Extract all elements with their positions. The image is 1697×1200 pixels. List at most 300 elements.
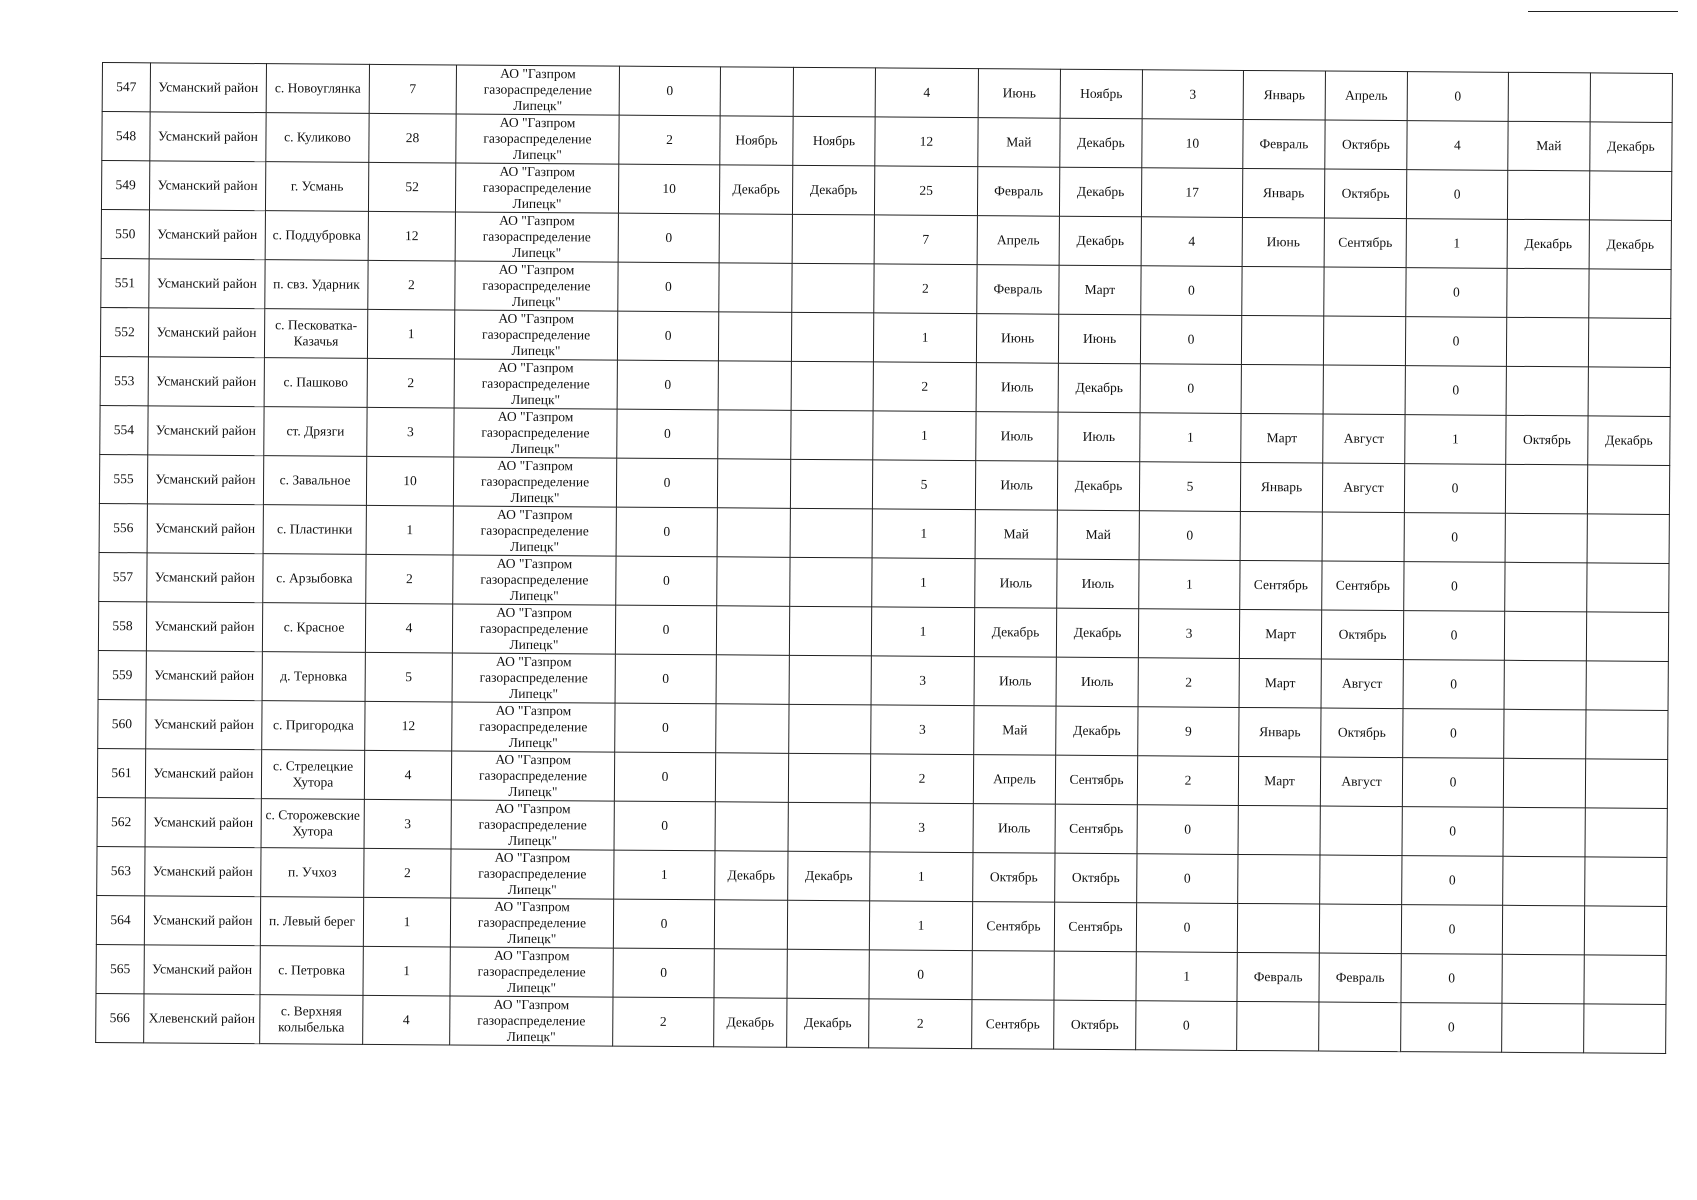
stage2-count-cell: 2: [874, 264, 977, 314]
total-count-cell: 4: [363, 995, 450, 1045]
stage3-count-cell: 17: [1141, 168, 1242, 218]
stage1-count-cell: 0: [618, 262, 719, 312]
stage4-count-cell: 0: [1403, 611, 1504, 661]
stage3-start-month-cell: Март: [1239, 658, 1321, 708]
organization-cell: АО "Газпром газораспределение Липецк": [452, 702, 615, 752]
stage2-start-month-cell: Июль: [976, 412, 1058, 462]
locality-cell: с. Красное: [262, 603, 365, 653]
organization-cell: АО "Газпром газораспределение Липецк": [456, 65, 619, 115]
stage4-end-month-cell: Декабрь: [1589, 220, 1671, 270]
total-count-cell: 3: [367, 407, 454, 457]
locality-cell: с. Стрелецкие Хутора: [261, 750, 364, 800]
stage3-start-month-cell: Март: [1239, 609, 1321, 659]
stage3-count-cell: 0: [1140, 315, 1241, 365]
stage2-start-month-cell: Июль: [975, 559, 1057, 609]
stage4-count-cell: 0: [1404, 513, 1505, 563]
locality-cell: с. Пашково: [264, 358, 367, 408]
stage1-count-cell: 0: [616, 556, 717, 606]
row-number-cell: 553: [100, 356, 148, 405]
stage3-end-month-cell: [1324, 267, 1406, 317]
stage3-start-month-cell: Январь: [1243, 70, 1325, 120]
stage1-start-month-cell: [716, 655, 789, 705]
stage3-count-cell: 4: [1141, 217, 1242, 267]
stage3-count-cell: 0: [1137, 854, 1238, 904]
stage1-end-month-cell: [789, 704, 871, 754]
stage1-end-month-cell: [791, 312, 873, 362]
stage3-start-month-cell: Июнь: [1242, 217, 1324, 267]
stage1-count-cell: 10: [618, 164, 719, 214]
stage1-start-month-cell: [719, 263, 792, 313]
stage3-count-cell: 1: [1140, 413, 1241, 463]
stage1-end-month-cell: Декабрь: [792, 165, 874, 215]
district-cell: Усманский район: [144, 945, 260, 995]
row-number-cell: 547: [102, 63, 150, 112]
stage1-start-month-cell: [720, 67, 793, 117]
stage4-start-month-cell: [1505, 562, 1587, 612]
total-count-cell: 4: [364, 750, 451, 800]
locality-cell: с. Песковатка-Казачья: [264, 309, 367, 359]
stage2-start-month-cell: Июль: [976, 363, 1058, 413]
organization-cell: АО "Газпром газораспределение Липецк": [452, 653, 615, 703]
stage1-count-cell: 0: [614, 801, 715, 851]
stage1-count-cell: 2: [613, 997, 714, 1047]
stage3-start-month-cell: Сентябрь: [1240, 560, 1322, 610]
stage4-count-cell: 0: [1407, 72, 1508, 122]
stage1-end-month-cell: [792, 263, 874, 313]
stage4-start-month-cell: [1504, 709, 1586, 759]
stage2-count-cell: 4: [875, 68, 978, 118]
stage3-end-month-cell: Сентябрь: [1322, 561, 1404, 611]
stage1-end-month-cell: [789, 606, 871, 656]
stage1-count-cell: 1: [614, 850, 715, 900]
organization-cell: АО "Газпром газораспределение Липецк": [453, 555, 616, 605]
stage3-end-month-cell: [1323, 365, 1405, 415]
stage2-count-cell: 12: [875, 117, 978, 167]
stage4-count-cell: 0: [1405, 317, 1506, 367]
stage4-count-cell: 0: [1402, 758, 1503, 808]
total-count-cell: 12: [365, 701, 452, 751]
stage1-end-month-cell: [790, 508, 872, 558]
stage3-count-cell: 0: [1140, 364, 1241, 414]
total-count-cell: 5: [365, 652, 452, 702]
stage2-end-month-cell: Ноябрь: [1060, 69, 1142, 119]
stage3-count-cell: 3: [1142, 70, 1243, 120]
stage4-start-month-cell: Май: [1508, 121, 1590, 171]
stage4-count-cell: 0: [1401, 954, 1502, 1004]
district-cell: Усманский район: [149, 259, 265, 309]
stage1-end-month-cell: [792, 214, 874, 264]
stage1-start-month-cell: [717, 459, 790, 509]
stage2-count-cell: 25: [874, 166, 977, 216]
district-cell: Усманский район: [149, 210, 265, 260]
stage4-start-month-cell: Декабрь: [1507, 219, 1589, 269]
stage1-count-cell: 0: [618, 213, 719, 263]
stage3-end-month-cell: Октябрь: [1325, 120, 1407, 170]
stage3-start-month-cell: [1240, 511, 1322, 561]
stage4-count-cell: 0: [1401, 1003, 1502, 1053]
row-number-cell: 564: [96, 895, 144, 944]
locality-cell: с. Петровка: [260, 946, 363, 996]
stage3-start-month-cell: Март: [1241, 413, 1323, 463]
row-number-cell: 557: [99, 552, 147, 601]
stage3-count-cell: 10: [1142, 119, 1243, 169]
stage4-start-month-cell: [1503, 758, 1585, 808]
district-cell: Усманский район: [148, 308, 264, 358]
locality-cell: ст. Дрязги: [264, 407, 367, 457]
stage1-end-month-cell: [793, 67, 875, 117]
stage1-end-month-cell: [787, 949, 869, 999]
district-cell: Усманский район: [147, 455, 263, 505]
total-count-cell: 1: [363, 946, 450, 996]
total-count-cell: 2: [367, 358, 454, 408]
stage4-start-month-cell: [1503, 856, 1585, 906]
locality-cell: с. Арзыбовка: [263, 554, 366, 604]
stage3-start-month-cell: [1238, 854, 1320, 904]
stage4-start-month-cell: [1502, 954, 1584, 1004]
row-number-cell: 552: [100, 307, 148, 356]
stage4-end-month-cell: Декабрь: [1590, 122, 1672, 172]
locality-cell: с. Поддубровка: [265, 211, 368, 261]
stage3-count-cell: 0: [1139, 511, 1240, 561]
district-cell: Усманский район: [145, 847, 261, 897]
stage4-count-cell: 0: [1406, 268, 1507, 318]
organization-cell: АО "Газпром газораспределение Липецк": [456, 114, 619, 164]
stage2-start-month-cell: Февраль: [977, 265, 1059, 315]
stage3-end-month-cell: [1320, 806, 1402, 856]
stage4-end-month-cell: [1587, 514, 1669, 564]
stage1-start-month-cell: [717, 557, 790, 607]
stage1-count-cell: 0: [613, 948, 714, 998]
stage3-start-month-cell: [1242, 266, 1324, 316]
stage1-count-cell: 0: [615, 605, 716, 655]
stage2-count-cell: 1: [873, 313, 976, 363]
stage4-end-month-cell: [1586, 661, 1668, 711]
organization-cell: АО "Газпром газораспределение Липецк": [451, 751, 614, 801]
stage2-start-month-cell: Апрель: [973, 755, 1055, 805]
locality-cell: г. Усмань: [265, 162, 368, 212]
stage1-start-month-cell: [715, 753, 788, 803]
organization-cell: АО "Газпром газораспределение Липецк": [453, 457, 616, 507]
stage4-end-month-cell: [1585, 808, 1667, 858]
stage1-end-month-cell: [791, 361, 873, 411]
locality-cell: п. Учхоз: [261, 848, 364, 898]
row-number-cell: 551: [101, 258, 149, 307]
stage2-count-cell: 1: [872, 509, 975, 559]
stage1-end-month-cell: [791, 410, 873, 460]
district-cell: Усманский район: [144, 896, 260, 946]
organization-cell: АО "Газпром газораспределение Липецк": [450, 947, 613, 997]
row-number-cell: 550: [101, 209, 149, 258]
stage1-start-month-cell: [719, 214, 792, 264]
locality-cell: с. Верхняя колыбелька: [260, 995, 363, 1045]
stage1-start-month-cell: [715, 802, 788, 852]
stage4-end-month-cell: [1584, 906, 1666, 956]
district-cell: Усманский район: [146, 700, 262, 750]
total-count-cell: 7: [369, 64, 456, 114]
stage2-start-month-cell: Июнь: [976, 314, 1058, 364]
stage1-end-month-cell: [788, 753, 870, 803]
stage4-end-month-cell: [1588, 318, 1670, 368]
district-cell: Усманский район: [147, 553, 263, 603]
stage2-end-month-cell: Декабрь: [1056, 706, 1138, 756]
stage4-end-month-cell: [1589, 171, 1671, 221]
locality-cell: п. свз. Ударник: [265, 260, 368, 310]
stage3-count-cell: 0: [1136, 1001, 1237, 1051]
stage2-start-month-cell: Апрель: [977, 216, 1059, 266]
stage1-end-month-cell: [787, 900, 869, 950]
stage2-start-month-cell: Июль: [974, 657, 1056, 707]
district-cell: Усманский район: [145, 749, 261, 799]
stage1-count-cell: 0: [617, 311, 718, 361]
locality-cell: с. Новоуглянка: [266, 64, 369, 114]
stage2-count-cell: 1: [870, 852, 973, 902]
row-number-cell: 548: [102, 112, 150, 161]
stage4-count-cell: 0: [1405, 366, 1506, 416]
organization-cell: АО "Газпром газораспределение Липецк": [454, 408, 617, 458]
stage4-end-month-cell: [1590, 73, 1672, 123]
stage4-count-cell: 0: [1402, 807, 1503, 857]
stage4-end-month-cell: [1587, 465, 1669, 515]
stage4-start-month-cell: [1505, 464, 1587, 514]
district-cell: Усманский район: [150, 112, 266, 162]
stage4-count-cell: 0: [1406, 170, 1507, 220]
table-row: [96, 993, 1666, 1053]
district-cell: Усманский район: [145, 798, 261, 848]
stage2-end-month-cell: Декабрь: [1057, 461, 1139, 511]
row-number-cell: 549: [101, 161, 149, 210]
stage2-count-cell: 2: [870, 754, 973, 804]
stage4-start-month-cell: [1504, 611, 1586, 661]
stage4-end-month-cell: [1584, 955, 1666, 1005]
stage2-end-month-cell: Июнь: [1058, 314, 1140, 364]
stage2-start-month-cell: Июль: [973, 804, 1055, 854]
stage4-count-cell: 1: [1406, 219, 1507, 269]
stage2-end-month-cell: Сентябрь: [1055, 755, 1137, 805]
district-cell: Усманский район: [149, 161, 265, 211]
district-cell: Усманский район: [146, 651, 262, 701]
locality-cell: с. Пластинки: [263, 505, 366, 555]
row-number-cell: 560: [98, 699, 146, 748]
stage2-end-month-cell: Декабрь: [1056, 608, 1138, 658]
stage4-start-month-cell: [1508, 72, 1590, 122]
total-count-cell: 2: [364, 848, 451, 898]
stage1-start-month-cell: [714, 949, 787, 999]
district-cell: Усманский район: [150, 63, 266, 113]
stage3-count-cell: 0: [1141, 266, 1242, 316]
stage3-start-month-cell: Январь: [1239, 707, 1321, 757]
gasification-schedule-table: [95, 62, 1673, 1054]
stage2-end-month-cell: Декабрь: [1060, 118, 1142, 168]
organization-cell: АО "Газпром газораспределение Липецк": [450, 898, 613, 948]
stage2-start-month-cell: Сентябрь: [972, 1000, 1054, 1050]
row-number-cell: 565: [96, 944, 144, 993]
stage3-end-month-cell: Октябрь: [1321, 708, 1403, 758]
document-page: [95, 62, 1673, 1054]
stage2-count-cell: 3: [871, 656, 974, 706]
total-count-cell: 2: [368, 260, 455, 310]
stage3-count-cell: 2: [1137, 756, 1238, 806]
stage1-start-month-cell: [716, 606, 789, 656]
stage4-end-month-cell: Декабрь: [1588, 416, 1670, 466]
stage2-end-month-cell: Сентябрь: [1054, 902, 1136, 952]
stage4-count-cell: 0: [1401, 905, 1502, 955]
row-number-cell: 563: [97, 846, 145, 895]
stage1-end-month-cell: [790, 459, 872, 509]
row-number-cell: 555: [99, 454, 147, 503]
stage3-start-month-cell: Март: [1238, 756, 1320, 806]
stage1-start-month-cell: Декабрь: [715, 851, 788, 901]
organization-cell: АО "Газпром газораспределение Липецк": [452, 604, 615, 654]
organization-cell: АО "Газпром газораспределение Липецк": [455, 163, 618, 213]
stage4-start-month-cell: [1502, 905, 1584, 955]
stage1-count-cell: 0: [617, 409, 718, 459]
stage4-count-cell: 0: [1403, 660, 1504, 710]
stage2-count-cell: 1: [871, 607, 974, 657]
row-number-cell: 562: [97, 797, 145, 846]
stage2-end-month-cell: Май: [1057, 510, 1139, 560]
row-number-cell: 566: [96, 993, 144, 1042]
total-count-cell: 1: [366, 505, 453, 555]
stage4-count-cell: 0: [1403, 709, 1504, 759]
organization-cell: АО "Газпром газораспределение Липецк": [455, 261, 618, 311]
organization-cell: АО "Газпром газораспределение Липецк": [454, 359, 617, 409]
stage2-end-month-cell: Июль: [1057, 559, 1139, 609]
stage3-end-month-cell: Апрель: [1325, 71, 1407, 121]
stage1-count-cell: 0: [616, 458, 717, 508]
total-count-cell: 4: [365, 603, 452, 653]
stage2-count-cell: 1: [872, 558, 975, 608]
organization-cell: АО "Газпром газораспределение Липецк": [451, 849, 614, 899]
total-count-cell: 3: [364, 799, 451, 849]
stage2-start-month-cell: Декабрь: [974, 608, 1056, 658]
stage3-end-month-cell: Сентябрь: [1324, 218, 1406, 268]
district-cell: Хлевенский район: [144, 994, 260, 1044]
total-count-cell: 28: [369, 113, 456, 163]
stage1-start-month-cell: Декабрь: [719, 165, 792, 215]
stage1-end-month-cell: Декабрь: [787, 998, 869, 1048]
stage4-start-month-cell: [1506, 317, 1588, 367]
locality-cell: п. Левый берег: [260, 897, 363, 947]
stage2-start-month-cell: Май: [975, 510, 1057, 560]
stage2-count-cell: 1: [873, 411, 976, 461]
stage3-start-month-cell: [1238, 805, 1320, 855]
stage2-start-month-cell: Май: [978, 118, 1060, 168]
stage1-count-cell: 0: [615, 654, 716, 704]
stage4-count-cell: 0: [1404, 464, 1505, 514]
stage4-start-month-cell: [1504, 660, 1586, 710]
row-number-cell: 559: [98, 650, 146, 699]
organization-cell: АО "Газпром газораспределение Липецк": [451, 800, 614, 850]
stage3-end-month-cell: [1320, 855, 1402, 905]
stage1-start-month-cell: [716, 704, 789, 754]
stage3-count-cell: 9: [1138, 707, 1239, 757]
total-count-cell: 12: [368, 211, 455, 261]
total-count-cell: 2: [366, 554, 453, 604]
stage1-start-month-cell: [718, 410, 791, 460]
stage4-count-cell: 4: [1407, 121, 1508, 171]
stage3-start-month-cell: [1237, 1001, 1319, 1051]
stage3-count-cell: 5: [1139, 462, 1240, 512]
stage4-start-month-cell: [1507, 268, 1589, 318]
stage2-start-month-cell: Сентябрь: [972, 902, 1054, 952]
stage2-count-cell: 3: [870, 803, 973, 853]
locality-cell: с. Пригородка: [262, 701, 365, 751]
row-number-cell: 554: [100, 405, 148, 454]
locality-cell: с. Сторожевские Хутора: [261, 799, 364, 849]
stage4-start-month-cell: [1506, 366, 1588, 416]
stage1-end-month-cell: Ноябрь: [793, 116, 875, 166]
stage4-start-month-cell: [1503, 807, 1585, 857]
stage4-count-cell: 0: [1404, 562, 1505, 612]
stage2-start-month-cell: Июль: [975, 461, 1057, 511]
stage2-count-cell: 2: [873, 362, 976, 412]
stage4-end-month-cell: [1588, 367, 1670, 417]
stage3-count-cell: 3: [1138, 609, 1239, 659]
stage2-end-month-cell: Сентябрь: [1055, 804, 1137, 854]
stage3-start-month-cell: [1241, 364, 1323, 414]
stage3-start-month-cell: Февраль: [1237, 952, 1319, 1002]
stage3-count-cell: 0: [1137, 805, 1238, 855]
stage1-count-cell: 0: [613, 899, 714, 949]
stage1-start-month-cell: [714, 900, 787, 950]
row-number-cell: 556: [99, 503, 147, 552]
stage1-end-month-cell: [789, 655, 871, 705]
stage1-end-month-cell: [788, 802, 870, 852]
stage4-count-cell: 1: [1405, 415, 1506, 465]
district-cell: Усманский район: [148, 357, 264, 407]
stage3-end-month-cell: [1323, 316, 1405, 366]
stage2-end-month-cell: Июль: [1056, 657, 1138, 707]
stage2-count-cell: 2: [869, 999, 972, 1049]
stage3-end-month-cell: Октябрь: [1321, 610, 1403, 660]
stage3-count-cell: 0: [1136, 903, 1237, 953]
stage2-end-month-cell: [1054, 951, 1136, 1001]
total-count-cell: 1: [367, 309, 454, 359]
stage2-start-month-cell: Июнь: [978, 69, 1060, 119]
stage4-end-month-cell: [1586, 710, 1668, 760]
stage3-end-month-cell: [1322, 512, 1404, 562]
stage4-end-month-cell: [1584, 1004, 1666, 1054]
stage2-end-month-cell: Декабрь: [1059, 167, 1141, 217]
stage3-end-month-cell: Август: [1322, 463, 1404, 513]
stage1-start-month-cell: [717, 508, 790, 558]
stage2-start-month-cell: [972, 951, 1054, 1001]
stage2-end-month-cell: Октябрь: [1055, 853, 1137, 903]
stage4-count-cell: 0: [1402, 856, 1503, 906]
stage3-start-month-cell: Февраль: [1243, 119, 1325, 169]
stage1-count-cell: 0: [617, 360, 718, 410]
organization-cell: АО "Газпром газораспределение Липецк": [450, 996, 613, 1046]
stage3-count-cell: 1: [1139, 560, 1240, 610]
stage1-end-month-cell: [790, 557, 872, 607]
stage1-start-month-cell: Декабрь: [714, 998, 787, 1048]
stage4-start-month-cell: [1505, 513, 1587, 563]
stage3-count-cell: 2: [1138, 658, 1239, 708]
stage4-end-month-cell: [1587, 563, 1669, 613]
locality-cell: д. Терновка: [262, 652, 365, 702]
district-cell: Усманский район: [146, 602, 262, 652]
stage3-start-month-cell: Январь: [1240, 462, 1322, 512]
stage2-count-cell: 5: [872, 460, 975, 510]
stage1-count-cell: 0: [614, 752, 715, 802]
stage2-count-cell: 7: [874, 215, 977, 265]
total-count-cell: 52: [368, 162, 455, 212]
organization-cell: АО "Газпром газораспределение Липецк": [455, 212, 618, 262]
stage3-end-month-cell: [1319, 1002, 1401, 1052]
stage1-count-cell: 0: [619, 66, 720, 116]
stage3-end-month-cell: [1319, 904, 1401, 954]
stage3-start-month-cell: Январь: [1242, 168, 1324, 218]
